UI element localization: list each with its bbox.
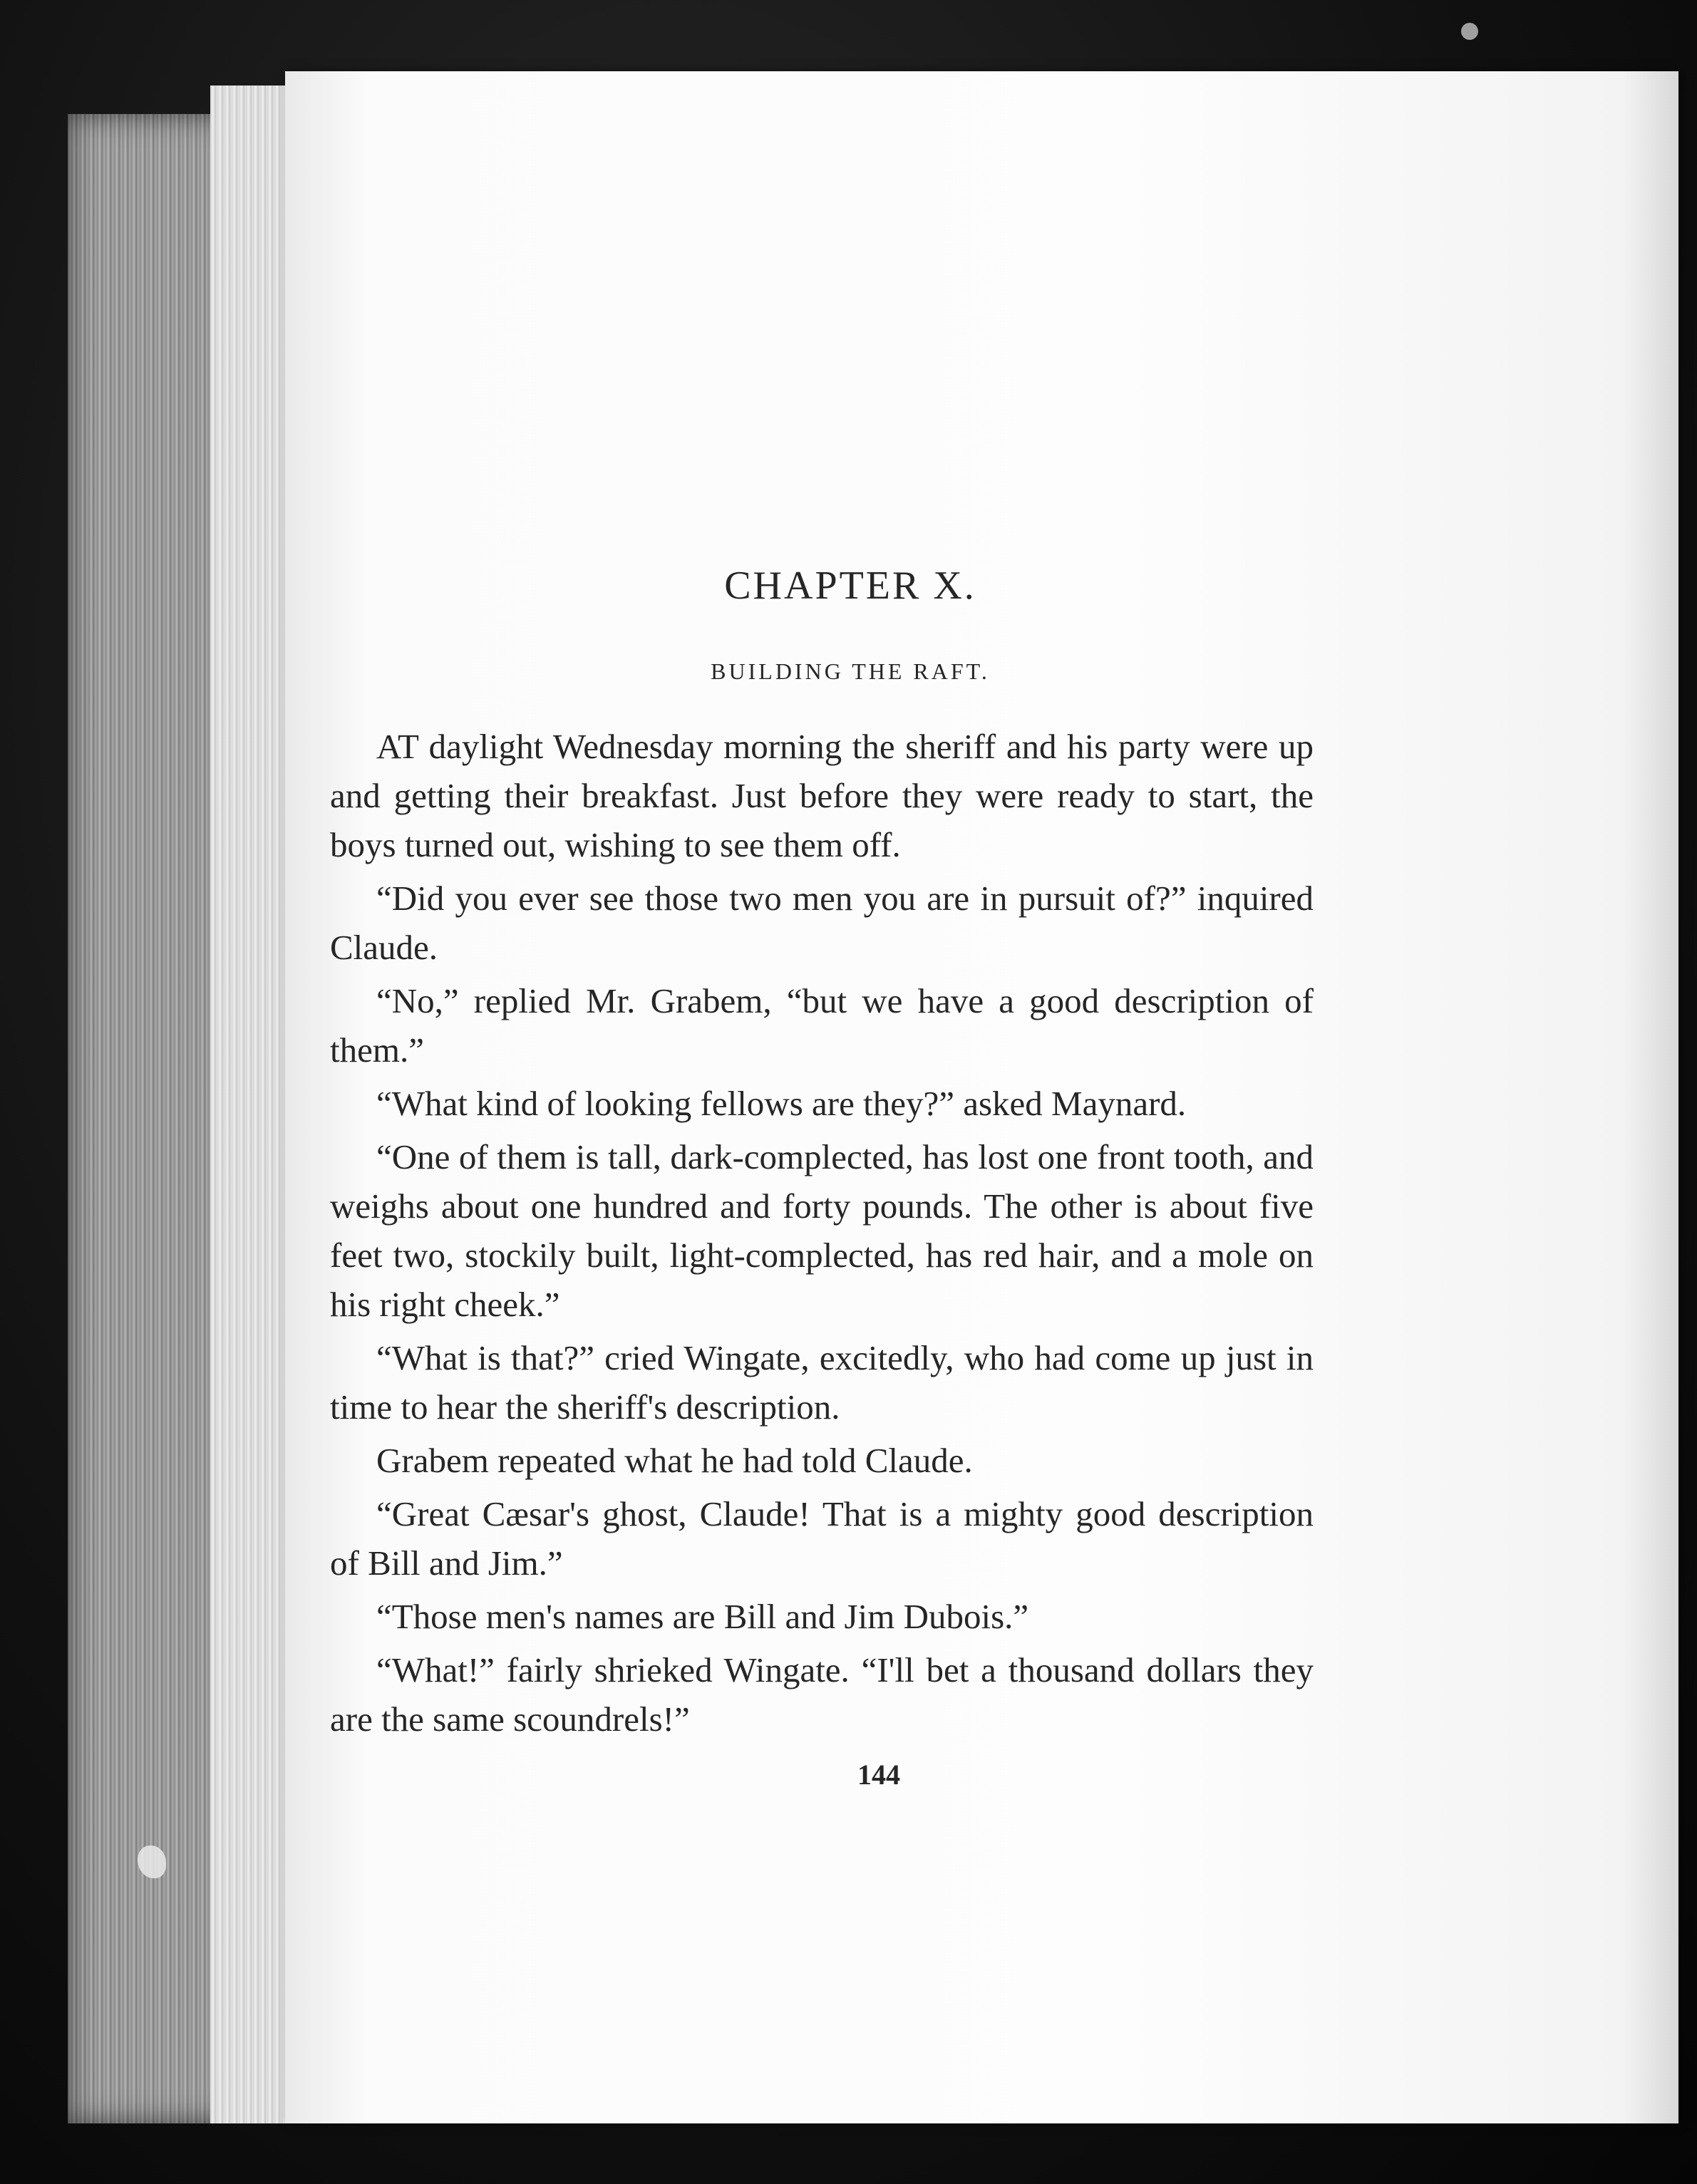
page-text bbox=[330, 563, 1314, 1791]
paragraph: Grabem repeated what he had told Claude. bbox=[376, 1441, 973, 1480]
paragraph: “What is that?” cried Wingate, excitedly, who had come up just in time to hear the sheriff's description. bbox=[330, 1338, 1314, 1427]
paragraph: AT daylight Wednesday morning the sheriff and his party were up and getting their breakfast. Just before they were ready to start, the boys turned out, wishing to see them off. bbox=[330, 727, 1314, 864]
dust-speck bbox=[1461, 23, 1478, 40]
chapter-subtitle: BUILDING THE RAFT. bbox=[711, 658, 990, 684]
open-book bbox=[68, 71, 1686, 2145]
paragraph: “Did you ever see those two men you are in pursuit of?” inquired Claude. bbox=[330, 879, 1314, 967]
paragraph: “Great Cæsar's ghost, Claude! That is a mighty good description of Bill and Jim.” bbox=[330, 1494, 1314, 1583]
paragraph: “What kind of looking fellows are they?” asked Maynard. bbox=[376, 1084, 1187, 1123]
page-number: 144 bbox=[857, 1759, 900, 1791]
chapter-title: CHAPTER X. bbox=[724, 564, 976, 608]
paragraph: “No,” replied Mr. Grabem, “but we have a good description of them.” bbox=[330, 981, 1314, 1070]
paragraph: “Those men's names are Bill and Jim Dubois.” bbox=[376, 1597, 1029, 1636]
paragraph: “One of them is tall, dark-complected, has lost one front tooth, and weighs about one hundred and forty pounds. The other is about five feet two, stockily built, light-complected, has red hair, and a mole on his right cheek.” bbox=[330, 1137, 1314, 1324]
paragraph: “What!” fairly shrieked Wingate. “I'll bet a thousand dollars they are the same scoundrels!” bbox=[330, 1650, 1314, 1739]
